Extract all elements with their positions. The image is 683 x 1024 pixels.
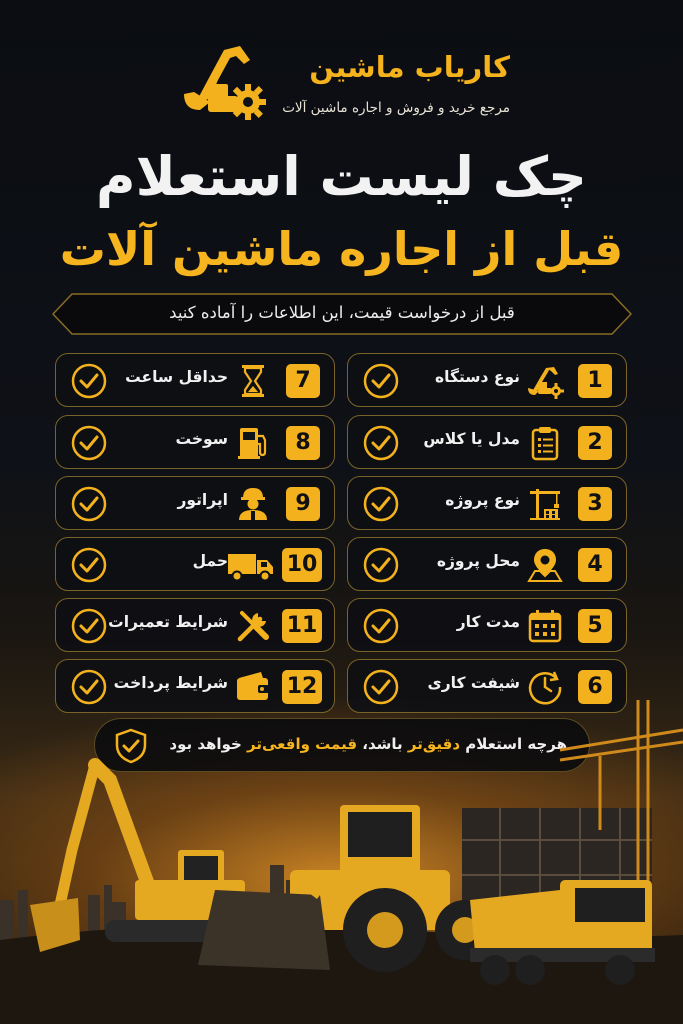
checkmark-icon xyxy=(70,546,108,584)
item-label: مدت کار xyxy=(456,613,520,631)
item-label: اپراتور xyxy=(177,491,228,509)
footer-part-1: هرچه استعلام xyxy=(465,735,567,753)
wrench-screwdriver-icon xyxy=(234,607,272,645)
checklist-item-9 xyxy=(55,476,335,530)
item-label: محل پروژه xyxy=(436,552,520,570)
brand-tagline: مرجع خرید و فروش و اجاره ماشین آلات xyxy=(282,100,510,116)
checklist-item-3 xyxy=(347,476,627,530)
item-label: سوخت xyxy=(175,430,228,448)
calendar-icon xyxy=(526,607,564,645)
checkmark-icon xyxy=(70,424,108,462)
clipboard-icon xyxy=(526,424,564,462)
item-label: مدل یا کلاس xyxy=(423,430,520,448)
checkmark-icon xyxy=(70,485,108,523)
checkmark-icon xyxy=(70,607,108,645)
subtitle-text: قبل از درخواست قیمت، این اطلاعات را آماده کنید xyxy=(169,303,515,322)
item-label: شرایط پرداخت xyxy=(113,674,228,692)
checkmark-icon xyxy=(362,362,400,400)
item-number: 12 xyxy=(282,670,322,704)
item-number: 4 xyxy=(578,548,612,582)
operator-icon xyxy=(234,485,272,523)
item-number: 5 xyxy=(578,609,612,643)
subtitle-banner xyxy=(52,293,632,335)
title-line-2: قبل از اجاره ماشین آلات xyxy=(59,222,624,276)
item-number: 8 xyxy=(286,426,320,460)
item-label: شیفت کاری xyxy=(427,674,520,692)
excavator-gear-logo-icon xyxy=(180,36,270,126)
crane-icon xyxy=(526,485,564,523)
item-number: 2 xyxy=(578,426,612,460)
hourglass-icon xyxy=(234,362,272,400)
item-label: نوع پروژه xyxy=(445,491,520,509)
checklist-item-4 xyxy=(347,537,627,591)
checklist-item-11 xyxy=(55,598,335,652)
checkmark-icon xyxy=(362,546,400,584)
checklist-item-5 xyxy=(347,598,627,652)
title-line-1: چک لیست استعلام xyxy=(96,145,587,208)
location-pin-icon xyxy=(526,546,564,584)
checkmark-icon xyxy=(362,424,400,462)
brand-name: کاریاب ماشین xyxy=(309,50,510,84)
checklist-item-10 xyxy=(55,537,335,591)
item-number: 10 xyxy=(282,548,322,582)
footer-part-2: باشد، xyxy=(362,735,403,753)
item-number: 6 xyxy=(578,670,612,704)
item-number: 9 xyxy=(286,487,320,521)
checklist-item-8 xyxy=(55,415,335,469)
item-label: شرایط تعمیرات xyxy=(108,613,228,631)
checklist-item-1 xyxy=(347,353,627,407)
item-number: 7 xyxy=(286,364,320,398)
fuel-pump-icon xyxy=(234,424,272,462)
checkmark-icon xyxy=(362,607,400,645)
construction-scene-illustration xyxy=(0,690,683,1024)
brand-header xyxy=(180,36,510,131)
item-label: حداقل ساعت xyxy=(125,368,228,386)
excavator-icon xyxy=(526,362,564,400)
footer-highlight-1: دقیق‌تر xyxy=(407,735,461,753)
footer-part-3: خواهد بود xyxy=(169,735,242,753)
checklist-item-2 xyxy=(347,415,627,469)
item-label: حمل xyxy=(192,552,228,570)
checkmark-icon xyxy=(362,485,400,523)
item-number: 3 xyxy=(578,487,612,521)
checklist-item-7 xyxy=(55,353,335,407)
item-number: 11 xyxy=(282,609,322,643)
item-label: نوع دستگاه xyxy=(434,368,520,386)
footer-highlight-2: قیمت واقعی‌تر xyxy=(247,735,358,753)
checkmark-icon xyxy=(70,362,108,400)
truck-icon xyxy=(226,546,276,584)
item-number: 1 xyxy=(578,364,612,398)
